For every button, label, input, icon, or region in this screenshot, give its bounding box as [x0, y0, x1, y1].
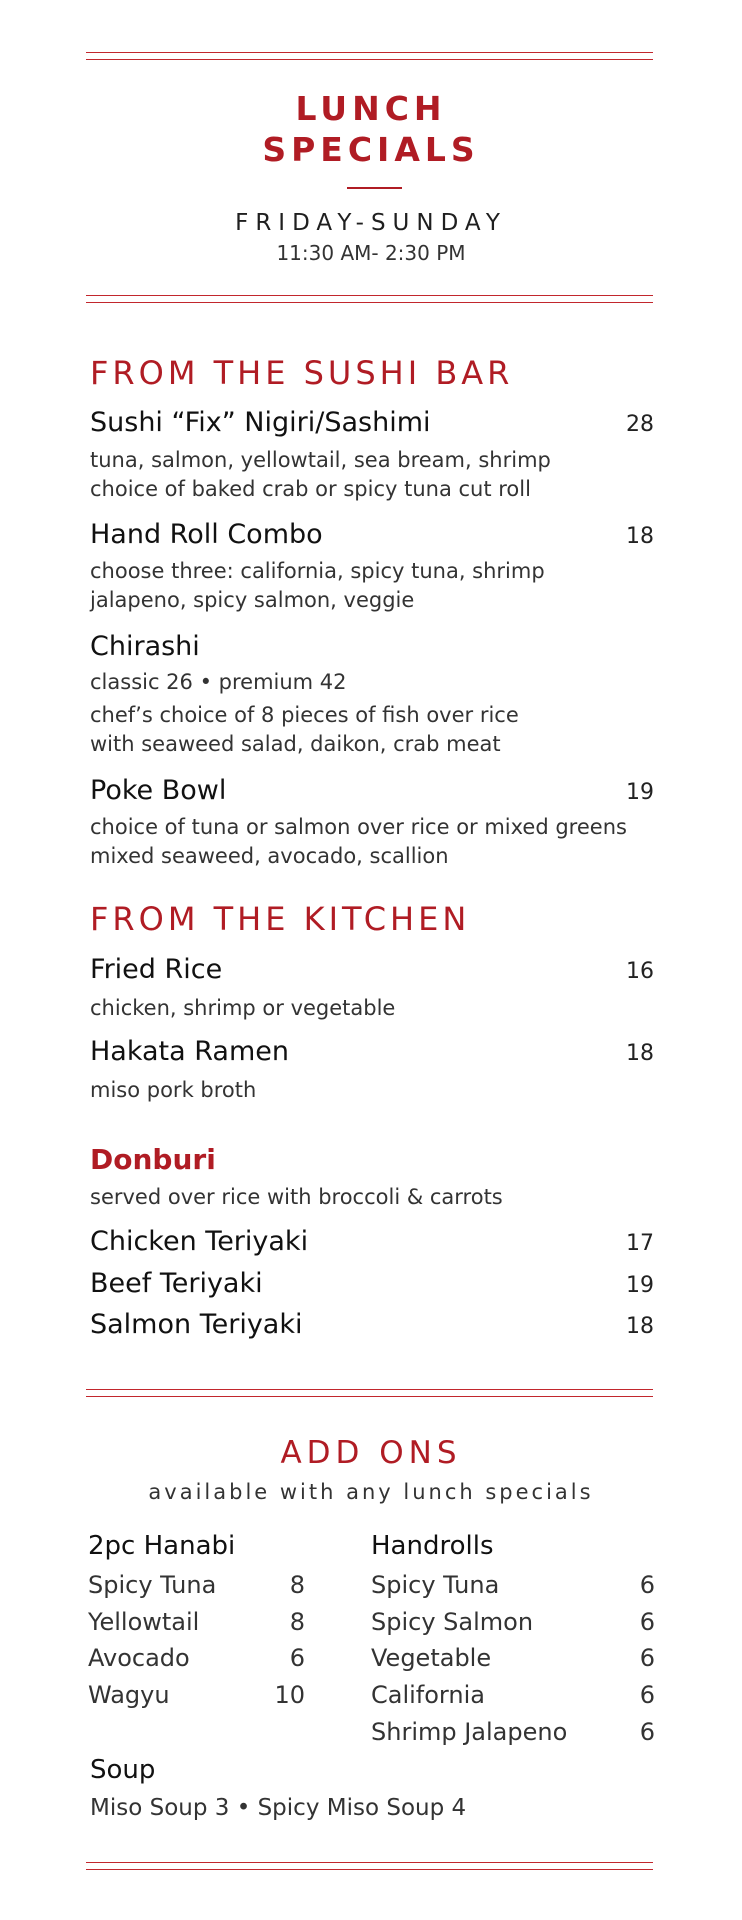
item-price: 18 [626, 524, 654, 549]
item-price: 16 [626, 959, 654, 984]
item-price: 19 [626, 1273, 654, 1298]
desc-line: choice of baked crab or spicy tuna cut roll [90, 477, 531, 501]
item-name: Poke Bowl [90, 775, 227, 806]
menu-item [90, 1036, 654, 1067]
item-desc [90, 446, 670, 504]
row-name: Shrimp Jalapeno [371, 1718, 568, 1746]
row-price: 6 [639, 1644, 655, 1672]
item-name: Hakata Ramen [90, 1036, 290, 1067]
menu-item [90, 407, 654, 438]
desc-line: with seaweed salad, daikon, crab meat [90, 732, 501, 756]
item-name: Fried Rice [90, 954, 223, 985]
soup-line: Miso Soup 3 • Spicy Miso Soup 4 [90, 1795, 467, 1821]
item-price: 28 [626, 412, 654, 437]
item-prices-line: classic 26 • premium 42 [90, 670, 347, 694]
menu-item [90, 1309, 654, 1340]
title-line-1: LUNCH [295, 89, 447, 128]
row-price: 6 [639, 1718, 655, 1746]
item-price: 18 [626, 1314, 654, 1339]
menu-item [90, 1226, 654, 1257]
soup-title: Soup [90, 1755, 156, 1785]
title-line-2: SPECIALS [262, 130, 480, 169]
row-name: California [371, 1681, 485, 1709]
menu-item [90, 1268, 654, 1299]
hours-label: 11:30 AM- 2:30 PM [276, 241, 466, 265]
row-price: 8 [289, 1571, 305, 1599]
item-name: Chirashi [90, 631, 200, 662]
hanabi-row [88, 1644, 305, 1672]
row-name: Wagyu [88, 1681, 170, 1709]
row-price: 6 [639, 1608, 655, 1636]
hanabi-row [88, 1608, 305, 1636]
item-name: Sushi “Fix” Nigiri/Sashimi [90, 407, 431, 438]
item-desc: chicken, shrimp or vegetable [90, 996, 396, 1020]
hanabi-title: 2pc Hanabi [88, 1531, 236, 1561]
item-desc: miso pork broth [90, 1078, 257, 1102]
hanabi-row [88, 1681, 305, 1709]
bottom-divider [86, 1862, 653, 1870]
row-price: 6 [639, 1681, 655, 1709]
handroll-row [371, 1608, 655, 1636]
row-price: 6 [639, 1571, 655, 1599]
handroll-row [371, 1718, 655, 1746]
desc-line: choose three: california, spicy tuna, shrimp [90, 559, 545, 583]
menu-item [90, 631, 654, 662]
desc-line: mixed seaweed, avocado, scallion [90, 844, 449, 868]
addons-divider [86, 1389, 653, 1397]
item-desc [90, 701, 670, 759]
menu-item [90, 519, 654, 550]
item-name: Hand Roll Combo [90, 519, 323, 550]
row-price: 8 [289, 1608, 305, 1636]
addons-title: ADD ONS [280, 1435, 462, 1471]
row-name: Vegetable [371, 1644, 492, 1672]
item-price: 17 [626, 1231, 654, 1256]
row-name: Yellowtail [88, 1608, 200, 1636]
item-desc [90, 557, 670, 615]
days-label: FRIDAY-SUNDAY [235, 210, 507, 236]
item-name: Beef Teriyaki [90, 1268, 263, 1299]
desc-line: jalapeno, spicy salmon, veggie [90, 588, 415, 612]
item-price: 18 [626, 1041, 654, 1066]
section-title-sushi-bar: FROM THE SUSHI BAR [90, 354, 514, 392]
handrolls-title: Handrolls [371, 1531, 494, 1561]
item-name: Chicken Teriyaki [90, 1226, 309, 1257]
item-desc [90, 813, 670, 871]
desc-line: choice of tuna or salmon over rice or mixed greens [90, 815, 627, 839]
menu-item [90, 775, 654, 806]
header-bottom-divider [86, 295, 653, 303]
row-name: Avocado [88, 1644, 190, 1672]
hanabi-row [88, 1571, 305, 1599]
handroll-row [371, 1571, 655, 1599]
row-name: Spicy Salmon [371, 1608, 534, 1636]
donburi-desc: served over rice with broccoli & carrots [90, 1185, 503, 1209]
item-price: 19 [626, 780, 654, 805]
top-divider [86, 52, 653, 60]
title-dash [347, 187, 402, 189]
menu-item [90, 954, 654, 985]
desc-line: tuna, salmon, yellowtail, sea bream, shrimp [90, 448, 551, 472]
desc-line: chef’s choice of 8 pieces of fish over rice [90, 703, 519, 727]
donburi-title: Donburi [90, 1143, 216, 1176]
addons-subtitle: available with any lunch specials [148, 1480, 594, 1504]
handroll-row [371, 1644, 655, 1672]
handroll-row [371, 1681, 655, 1709]
row-name: Spicy Tuna [371, 1571, 500, 1599]
row-price: 6 [289, 1644, 305, 1672]
section-title-kitchen: FROM THE KITCHEN [90, 900, 471, 938]
row-price: 10 [274, 1681, 305, 1709]
row-name: Spicy Tuna [88, 1571, 217, 1599]
item-name: Salmon Teriyaki [90, 1309, 303, 1340]
